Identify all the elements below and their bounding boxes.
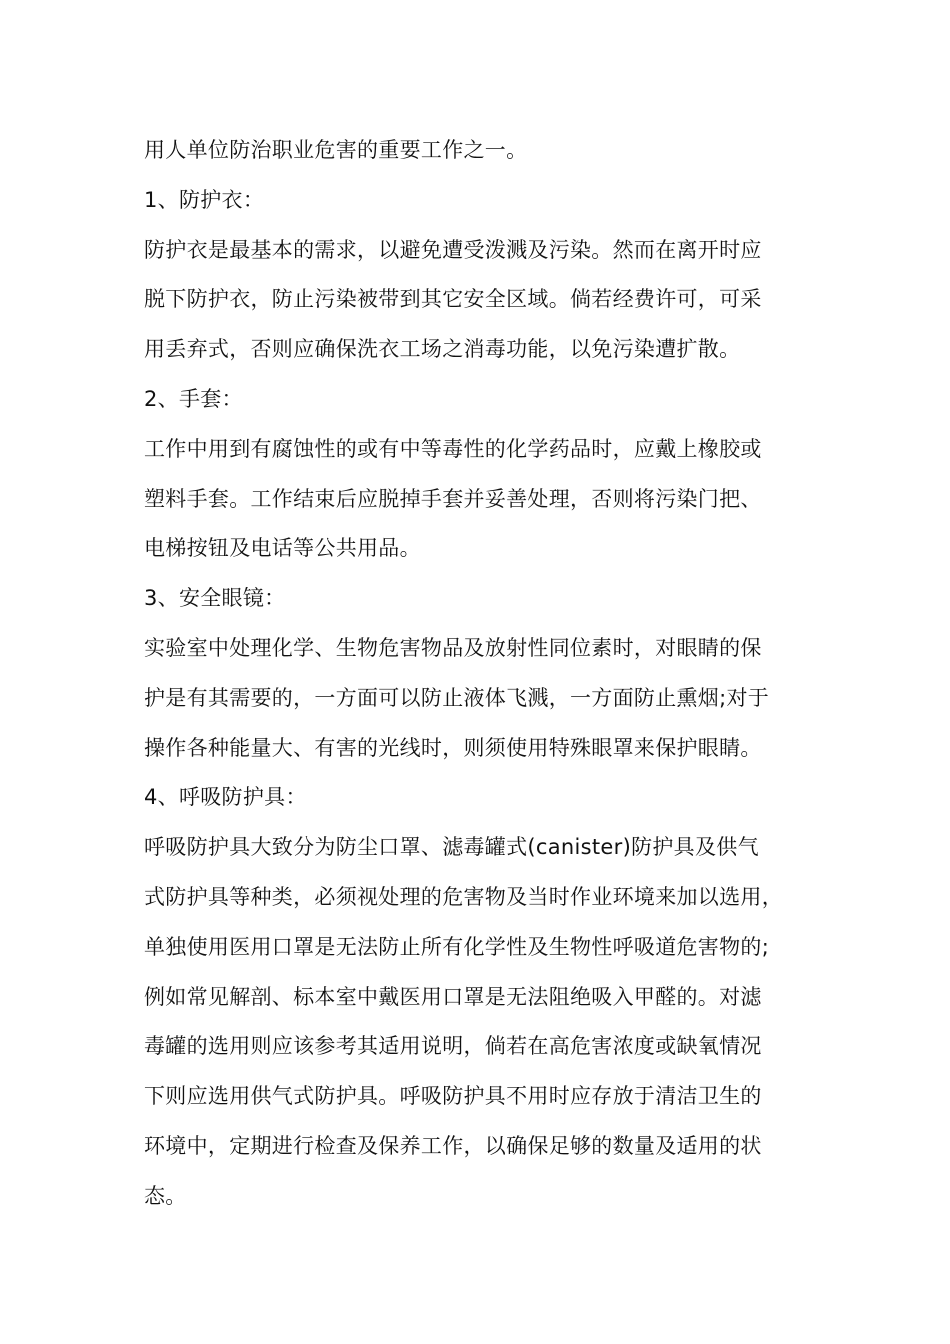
paragraph-respirator-line: 态。	[144, 1183, 187, 1208]
paragraph-safety-glasses-line: 护是有其需要的，一方面可以防止液体飞溅，一方面防止熏烟;对于	[144, 685, 770, 710]
paragraph-respirator-line: 单独使用医用口罩是无法防止所有化学性及生物性呼吸道危害物的;	[144, 934, 770, 959]
section-heading-gloves: 2、手套：	[144, 386, 243, 411]
paragraph-safety-glasses-line: 操作各种能量大、有害的光线时，则须使用特殊眼罩来保护眼睛。	[144, 735, 762, 760]
section-heading-respirator: 4、呼吸防护具：	[144, 785, 307, 810]
paragraph-respirator-line: 呼吸防护具大致分为防尘口罩、滤毒罐式(canister)防护具及供气	[144, 835, 759, 860]
section-heading-safety-glasses: 3、安全眼镜：	[144, 586, 286, 611]
paragraph-respirator-line: 毒罐的选用则应该参考其适用说明，倘若在高危害浓度或缺氧情况	[144, 1034, 762, 1059]
paragraph-gloves-line: 塑料手套。工作结束后应脱掉手套并妥善处理，否则将污染门把、	[144, 486, 762, 511]
paragraph-protective-clothing-line: 防护衣是最基本的需求，以避免遭受泼溅及污染。然而在离开时应	[144, 237, 762, 262]
document-body	[144, 126, 844, 1222]
paragraph-respirator-line: 例如常见解剖、标本室中戴医用口罩是无法阻绝吸入甲醛的。对滤	[144, 984, 762, 1009]
paragraph-gloves-line: 电梯按钮及电话等公共用品。	[144, 536, 421, 561]
paragraph-respirator-line: 环境中，定期进行检查及保养工作，以确保足够的数量及适用的状	[144, 1133, 762, 1158]
section-heading-protective-clothing: 1、防护衣：	[144, 187, 265, 212]
paragraph-gloves-line: 工作中用到有腐蚀性的或有中等毒性的化学药品时，应戴上橡胶或	[144, 436, 762, 461]
paragraph-respirator-line: 下则应选用供气式防护具。呼吸防护具不用时应存放于清洁卫生的	[144, 1084, 762, 1109]
paragraph-protective-clothing-line: 脱下防护衣，防止污染被带到其它安全区域。倘若经费许可，可采	[144, 287, 762, 312]
paragraph-respirator-line: 式防护具等种类，必须视处理的危害物及当时作业环境来加以选用，	[144, 884, 783, 909]
paragraph-intro-line: 用人单位防治职业危害的重要工作之一。	[144, 138, 528, 162]
paragraph-protective-clothing-line: 用丢弃式，否则应确保洗衣工场之消毒功能，以免污染遭扩散。	[144, 337, 741, 362]
paragraph-safety-glasses-line: 实验室中处理化学、生物危害物品及放射性同位素时，对眼睛的保	[144, 635, 762, 660]
